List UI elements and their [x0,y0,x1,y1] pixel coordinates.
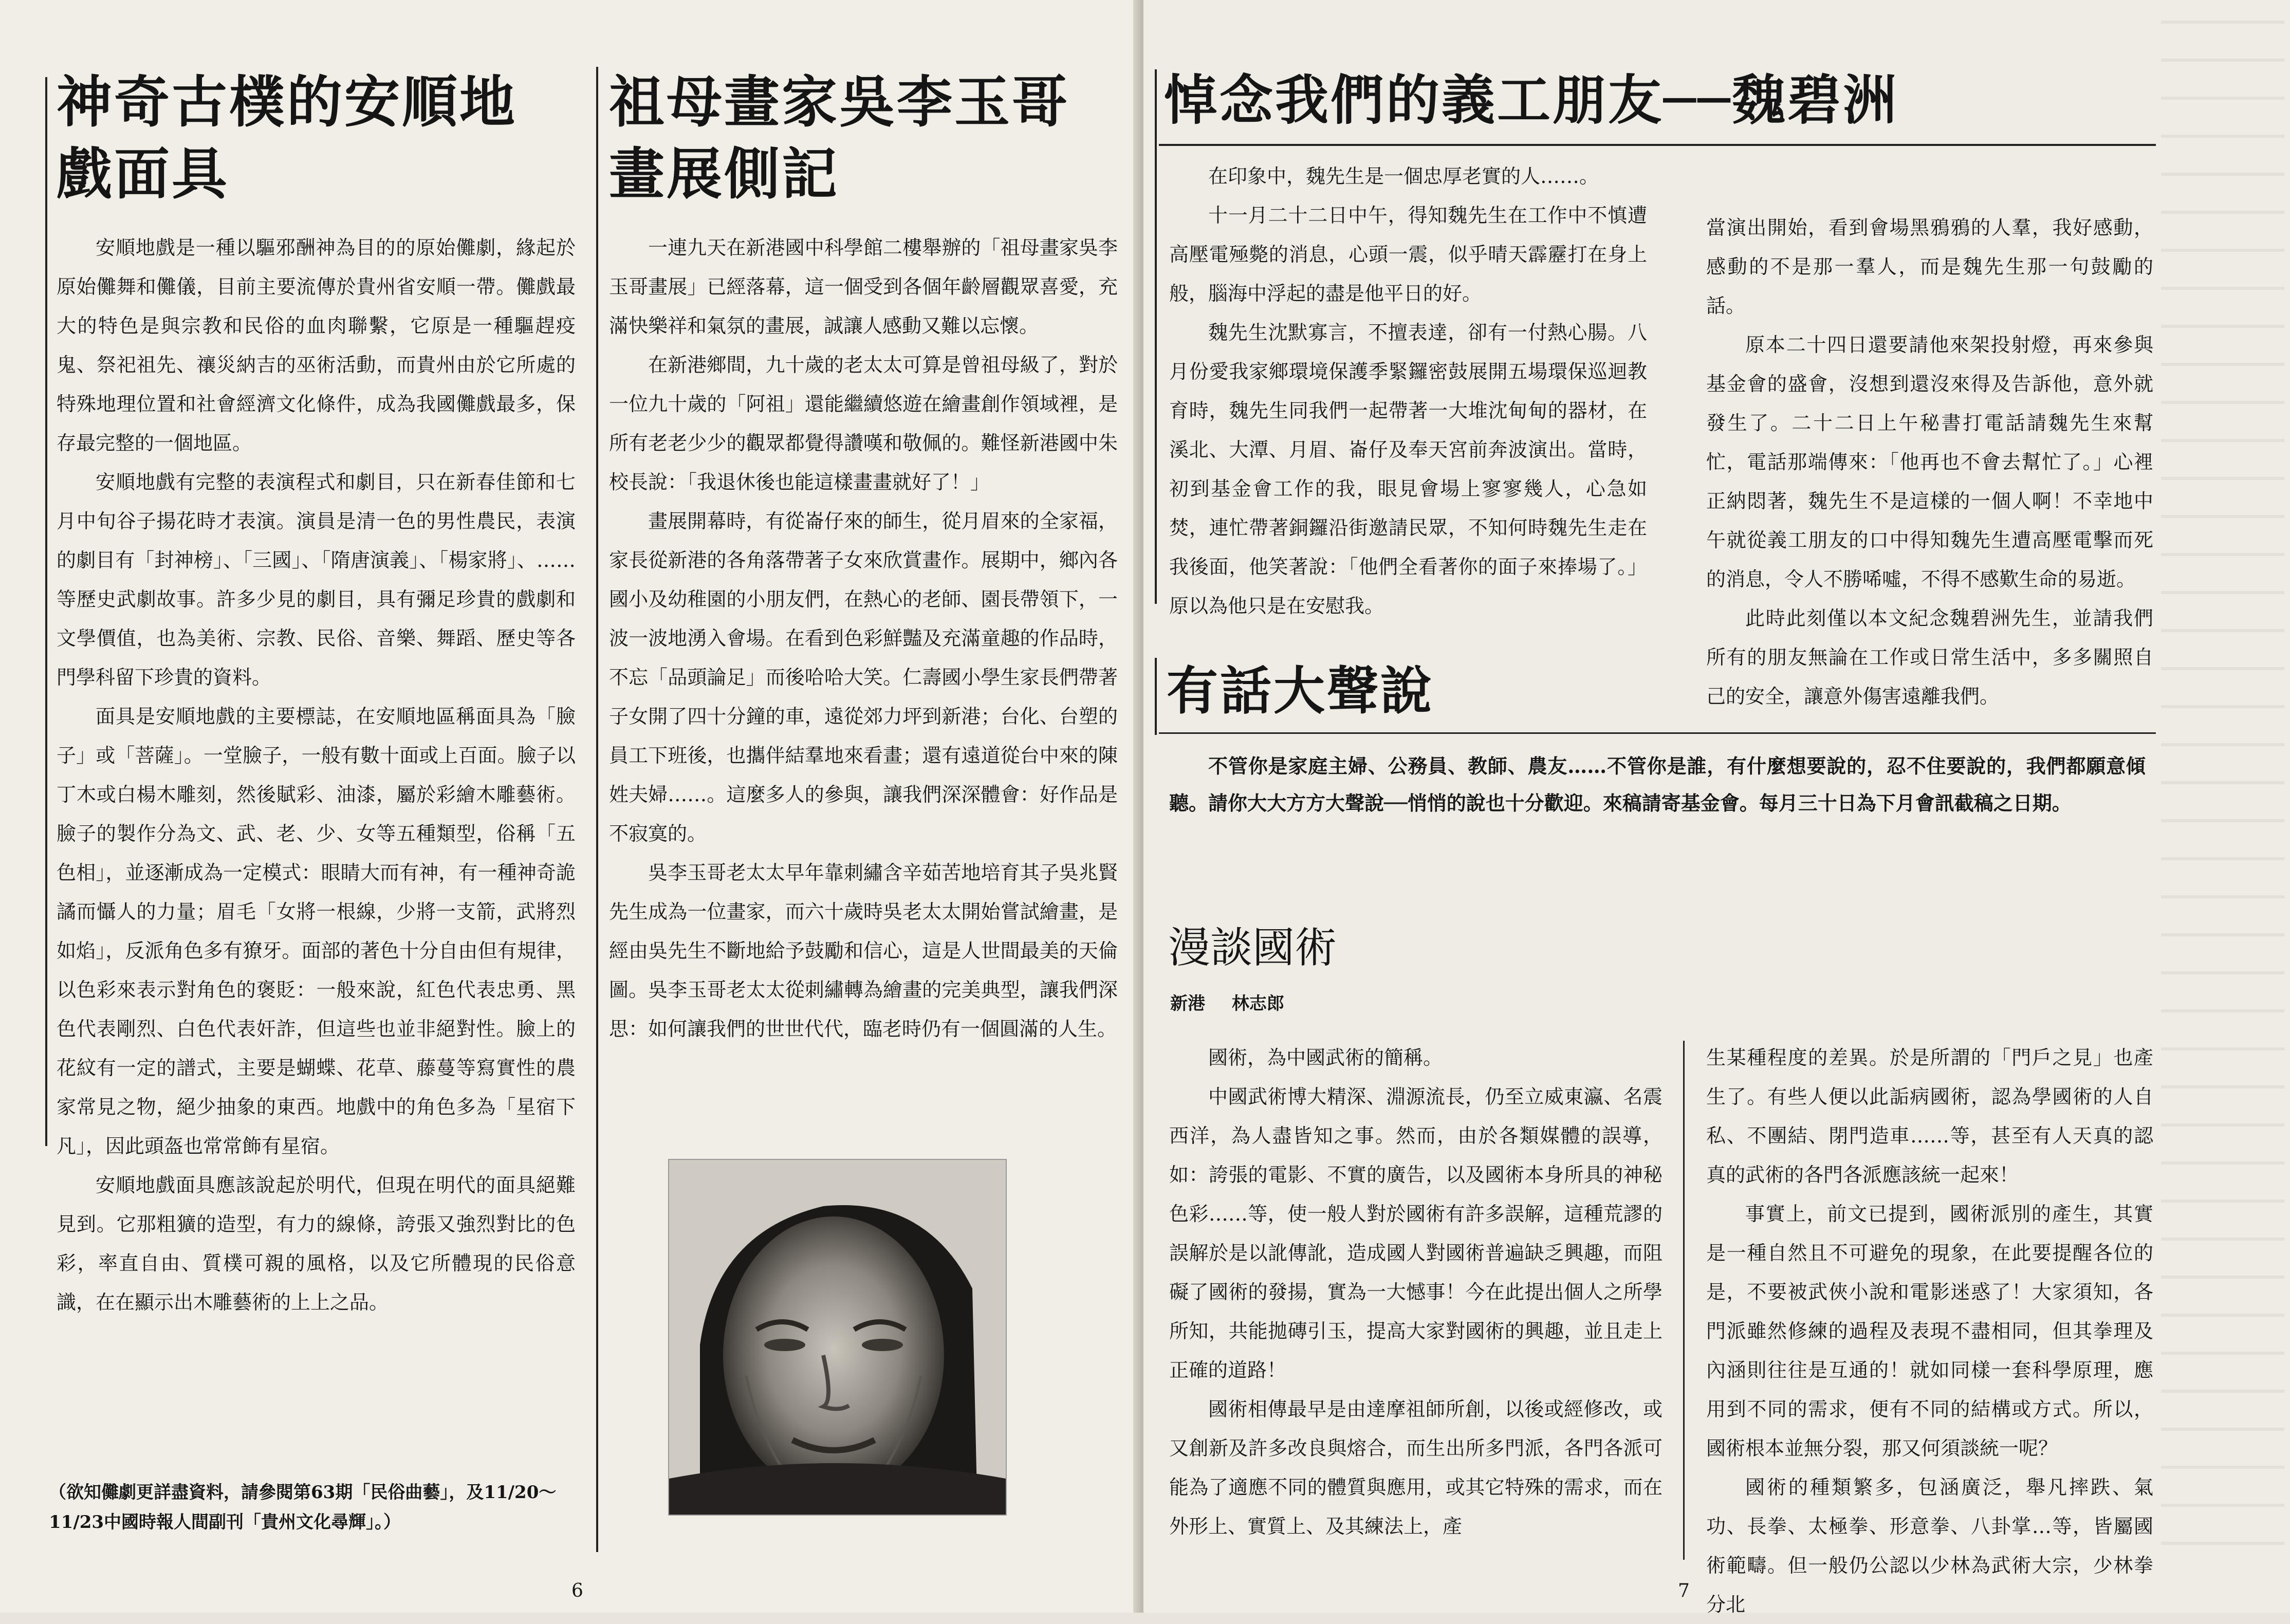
title-underline [1159,144,2156,146]
memorial-column-right [1706,208,2153,716]
portrait-photo [668,1159,1007,1516]
paragraph: 畫展開幕時，有從崙仔來的師生，從月眉來的全家福，家長從新港的各角落帶著子女來欣賞畫作。展期中，鄉內各國小及幼稚園的小朋友們，在熱心的老師、園長帶領下，一波一波地湧入會場。在看到色彩鮮豔及充滿童趣的作品時，不忘「品頭論足」而後哈哈大笑。仁壽國小學生家長們帶著子女開了四十分鐘的車，遠從郊力坪到新港；台化、台塑的員工下班後，也攜伴結羣地來看畫；還有遠道從台中來的陳姓夫婦……。這麼多人的參與，讓我們深深體會：好作品是不寂寞的。 [609,510,1118,845]
paragraph: 安順地戲有完整的表演程式和劇目，只在新春佳節和七月中旬谷子揚花時才表演。演員是清一色的男性農民，表演的劇目有「封神榜」、「三國」、「隋唐演義」、「楊家將」、……等歷史武劇故事。許多少見的劇目，具有彌足珍貴的戲劇和文學價值，也為美術、宗教、民俗、音樂、舞蹈、歷史等各門學科留下珍貴的資料。 [57,471,576,689]
martial-arts-column-left [1169,1038,1663,1546]
paragraph: 國術相傳最早是由達摩祖師所創，以後或經修改，或又創新及許多改良與熔合，而生出所多門派，各門各派可能為了適應不同的體質與應用，或其它特殊的需求，而在外形上、實質上、及其練法上，產 [1169,1398,1663,1538]
column-rule [1683,1041,1685,1560]
bleed-through [2161,21,2284,1562]
portrait-image [669,1160,1006,1515]
paragraph: 安順地戲是一種以驅邪酬神為目的的原始儺劇，緣起於原始儺舞和儺儀，目前主要流傳於貴州省安順一帶。儺戲最大的特色是與宗教和民俗的血肉聯繫，它原是一種驅趕疫鬼、祭祀祖先、禳災納吉的巫術活動，而貴州由於它所處的特殊地理位置和社會經濟文化條件，成為我國儺戲最多，保存最完整的一個地區。 [57,236,576,454]
paragraph: 國術的種類繁多，包涵廣泛，舉凡摔跌、氣功、長拳、太極拳、形意拳、八卦掌…等，皆屬國術範疇。但一般仍公認以少林為武術大宗，少林拳分北 [1706,1476,2153,1616]
paragraph: 在印象中，魏先生是一個忠厚老實的人……。 [1208,165,1599,188]
paragraph: 面具是安順地戲的主要標誌，在安順地區稱面具為「臉子」或「菩薩」。一堂臉子，一般有數十面或上百面。臉子以丁木或白楊木雕刻，然後賦彩、油漆，屬於彩繪木雕藝術。臉子的製作分為文、武、老、少、女等五種類型，俗稱「五色相」，並逐漸成為一定模式：眼睛大而有神，有一種神奇詭譎而懾人的力量；眉毛「女將一根線，少將一支箭，武將烈如焰」，反派角色多有獠牙。面部的著色十分自由但有規律，以色彩來表示對角色的褒貶：一般來說，紅色代表忠勇、黑色代表剛烈、白色代表奸詐，但這些也並非絕對性。臉上的花紋有一定的譜式，主要是蝴蝶、花草、藤蔓等寫實性的農家常見之物，絕少抽象的東西。地戲中的角色多為「星宿下凡」，因此頭盔也常常飾有星宿。 [57,705,576,1157]
paragraph: 生某種程度的差異。於是所謂的「門戶之見」也產生了。有些人便以此詬病國術，認為學國術的人自私、不團結、閉門造車……等，甚至有人天真的認真的武術的各門各派應該統一起來！ [1706,1046,2153,1186]
article-title: 祖母畫家吳李玉哥畫展側記 [609,70,1070,207]
right-page [1143,0,2290,1616]
paragraph: 吳李玉哥老太太早年靠刺繡含辛茹苦地培育其子吳兆賢先生成為一位畫家，而六十歲時吳老太太開始嘗試繪畫，是經由吳先生不斷地給予鼓勵和信心，這是人世間最美的天倫圖。吳李玉哥老太太從刺繡轉為繪畫的完美典型，讓我們深思：如何讓我們的世世代代，臨老時仍有一個圓滿的人生。 [609,861,1118,1040]
column-rule [1155,69,1157,604]
column-rule [1155,658,1157,735]
byline-author: 林志郎 [1231,993,1284,1014]
article-footnote: （欲知儺劇更詳盡資料，請參閱第63期「民俗曲藝」，及11/20～11/23中國時報人間副刊「貴州文化尋輝」。） [49,1482,557,1533]
paragraph: 在新港鄉間，九十歲的老太太可算是曾祖母級了，對於一位九十歲的「阿祖」還能繼續悠遊在繪畫創作領域裡，是所有老老少少的觀眾都覺得讚嘆和敬佩的。難怪新港國中朱校長說：「我退休後也能這樣畫畫就好了！」 [609,354,1118,493]
article-title: 漫談國術 [1168,924,1337,972]
paragraph: 原本二十四日還要請他來架投射燈，再來參與基金會的盛會，沒想到還沒來得及告訴他，意外就發生了。二十二日上午秘書打電話請魏先生來幫忙，電話那端傳來：「他再也不會去幫忙了。」心裡正納悶著，魏先生不是這樣的一個人啊！不幸地中午就從義工朋友的口中得知魏先生遭高壓電擊而死的消息，令人不勝唏噓，不得不感歎生命的易逝。 [1706,334,2153,590]
paragraph: 魏先生沈默寡言，不擅表達，卻有一付熱心腸。八月份愛我家鄉環境保護季緊鑼密鼓展開五場環保巡迴教育時，魏先生同我們一起帶著一大堆沈甸甸的器材，在溪北、大潭、月眉、崙仔及奉天宮前奔波演出。當時，初到基金會工作的我，眼見會場上寥寥幾人，心急如焚，連忙帶著銅鑼沿街邀請民眾，不知何時魏先生走在我後面，他笑著說：「他們全看著你的面子來捧場了。」原以為他只是在安慰我。 [1169,321,1647,617]
paragraph: 一連九天在新港國中科學館二樓舉辦的「祖母畫家吳李玉哥畫展」已經落幕，這一個受到各個年齡層觀眾喜愛，充滿快樂祥和氣氛的畫展，誠讓人感動又難以忘懷。 [609,236,1118,337]
paragraph: 當演出開始，看到會場黑鴉鴉的人羣，我好感動，感動的不是那一羣人，而是魏先生那一句鼓勵的話。 [1706,216,2153,317]
byline-place: 新港 [1170,993,1205,1014]
paragraph: 此時此刻僅以本文紀念魏碧洲先生，並請我們所有的朋友無論在工作或日常生活中，多多關照自己的安全，讓意外傷害遠離我們。 [1706,607,2153,708]
article-body [609,228,1118,1048]
martial-arts-column-right [1706,1038,2153,1624]
article-masks [57,67,576,1322]
title-underline [1159,732,2156,734]
memorial-column-left [1169,157,1647,625]
paragraph: 事實上，前文已提到，國術派別的產生，其實是一種自然且不可避免的現象，在此要提醒各位的是，不要被武俠小說和電影迷惑了！大家須知，各門派雖然修練的過程及表現不盡相同，但其拳理及內涵則往往是互通的！就如同樣一套科學原理，應用到不同的需求，便有不同的結構或方式。所以，國術根本並無分裂，那又何須談統一呢？ [1706,1203,2153,1460]
article-title: 悼念我們的義工朋友──魏碧洲 [1164,69,1899,132]
left-page [0,0,1138,1613]
article-title: 神奇古樸的安順地戲面具 [57,70,518,207]
column-rule [45,77,47,1146]
paragraph: 安順地戲面具應該說起於明代，但現在明代的面具絕難見到。它那粗獷的造型，有力的線條，誇張又強烈對比的色彩，率直自由、質樸可親的風格，以及它所體現的民俗意識，在在顯示出木雕藝術的上上之品。 [57,1174,576,1314]
column-rule [596,67,598,1552]
paragraph: 中國武術博大精深、淵源流長，仍至立威東瀛、名震西洋，為人盡皆知之事。然而，由於各類媒體的誤導，如：誇張的電影、不實的廣告，以及國術本身所具的神秘色彩……等，使一般人對於國術有許多誤解，這種荒謬的誤解於是以訛傳訛，造成國人對國術普遍缺乏興趣，而阻礙了國術的發揚，實為一大憾事！今在此提出個人之所學所知，共能拋磚引玉，提高大家對國術的興趣，並且走上正確的道路！ [1169,1085,1663,1381]
paragraph: 十一月二十二日中午，得知魏先生在工作中不慎遭高壓電殛斃的消息，心頭一震，似乎晴天霹靂打在身上般，腦海中浮起的盡是他平日的好。 [1169,204,1647,305]
page-number: 7 [1678,1580,1690,1601]
page-number: 6 [571,1580,583,1601]
paragraph: 國術，為中國武術的簡稱。 [1208,1046,1443,1069]
byline [1170,989,1284,1014]
article-grandmother-painter [609,67,1118,1048]
article-title: 有話大聲說 [1167,661,1434,721]
article-body [57,228,576,1322]
article-body: 不管你是家庭主婦、公務員、教師、農友……不管你是誰，有什麼想要說的，忍不住要說的，我們都願意傾聽。請你大大方方大聲說──悄悄的說也十分歡迎。來稿請寄基金會。每月三十日為下月會訊截稿之日期。 [1169,754,2146,815]
